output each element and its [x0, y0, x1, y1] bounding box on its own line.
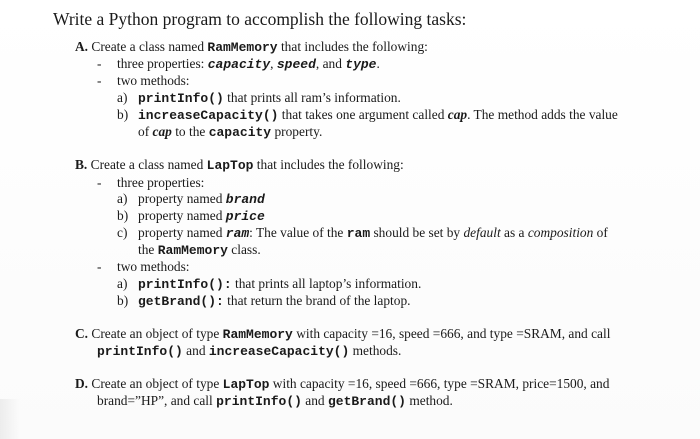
section-a-method-b: increaseCapacity() that takes one argument called cap. The method adds the value	[138, 107, 618, 123]
section-a-intro: A. Create a class named RamMemory that includes the following:	[75, 39, 428, 55]
section-b-method-a: printInfo(): that prints all laptop’s information.	[138, 276, 422, 292]
section-c-marker: C.	[75, 326, 89, 341]
section-b-marker: B.	[75, 157, 88, 172]
section-b-method-b: getBrand(): that return the brand of the laptop.	[138, 293, 411, 309]
section-b-prop-b-marker: b)	[117, 208, 129, 223]
section-b-props-label: three properties:	[117, 175, 205, 190]
section-b-methods-label: two methods:	[117, 259, 190, 274]
section-a-method-a: printInfo() that prints all ram’s information.	[138, 90, 401, 106]
page-title: Write a Python program to accomplish the following tasks:	[53, 9, 467, 29]
section-b-methods-dash: -	[97, 259, 102, 274]
section-a-method-b-cont: of cap to the capacity property.	[138, 124, 323, 140]
class-name-laptop: LapTop	[206, 158, 254, 173]
section-b-method-a-marker: a)	[117, 276, 128, 291]
section-a-method-b-marker: b)	[117, 107, 129, 122]
section-b-intro: B. Create a class named LapTop that includes the following:	[75, 157, 404, 173]
section-a-methods-dash: -	[97, 73, 102, 88]
section-d-line2: brand=”HP”, and call printInfo() and getBrand() method.	[97, 393, 453, 409]
section-c-line2: printInfo() and increaseCapacity() methods.	[97, 343, 402, 359]
section-a-marker: A.	[75, 39, 89, 54]
section-a-properties-text: three properties: capacity, speed, and type.	[117, 56, 380, 72]
section-d-line1: D. Create an object of type LapTop with capacity =16, speed =666, type =SRAM, price=1500, and	[75, 376, 610, 392]
class-name-rammemory: RamMemory	[207, 40, 278, 55]
section-d-marker: D.	[75, 376, 89, 391]
section-c-line1: C. Create an object of type RamMemory with capacity =16, speed =666, and type =SRAM, and call	[75, 326, 611, 342]
section-b-prop-c-marker: c)	[117, 225, 128, 240]
section-a-properties: -	[97, 56, 102, 71]
section-a-methods-label: two methods:	[117, 73, 190, 88]
page-edge-shadow	[0, 399, 20, 439]
section-b-prop-a-marker: a)	[117, 191, 128, 206]
section-b-prop-c-cont: the RamMemory class.	[138, 242, 261, 258]
section-b-prop-a: property named brand	[138, 191, 265, 207]
section-b-prop-b: property named price	[138, 208, 265, 224]
section-b-prop-c: property named ram: The value of the ram should be set by default as a composition of	[138, 225, 608, 241]
section-a-method-a-marker: a)	[117, 90, 128, 105]
section-b-props-dash: -	[97, 175, 102, 190]
section-b-method-b-marker: b)	[117, 293, 129, 308]
